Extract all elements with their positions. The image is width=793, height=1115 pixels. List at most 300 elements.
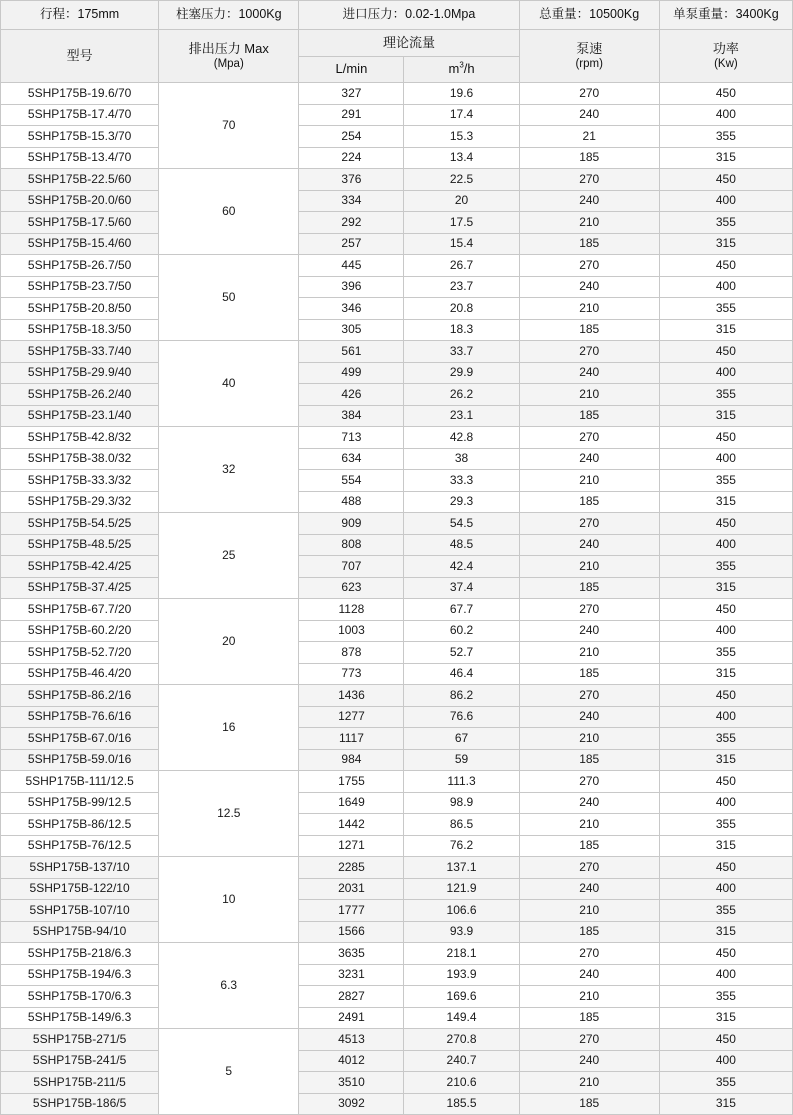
cell-flow-lmin: 3092: [299, 1093, 404, 1115]
cell-pump-speed: 210: [519, 642, 659, 664]
cell-pump-speed: 185: [519, 577, 659, 599]
table-row: [1, 83, 793, 105]
summary-stroke: 行程：175mm: [1, 1, 159, 30]
table-row: [1, 169, 793, 191]
cell-power: 450: [659, 83, 792, 105]
cell-pump-speed: 185: [519, 1093, 659, 1115]
cell-pump-speed: 210: [519, 556, 659, 578]
cell-power: 400: [659, 362, 792, 384]
summary-inlet-pressure: 进口压力：0.02-1.0Mpa: [299, 1, 519, 30]
cell-flow-lmin: 707: [299, 556, 404, 578]
cell-power: 400: [659, 620, 792, 642]
cell-model: 5SHP175B-67.0/16: [1, 728, 159, 750]
cell-pump-speed: 210: [519, 298, 659, 320]
cell-model: 5SHP175B-15.3/70: [1, 126, 159, 148]
cell-model: 5SHP175B-86.2/16: [1, 685, 159, 707]
cell-flow-lmin: 2285: [299, 857, 404, 879]
table-row: [1, 814, 793, 836]
table-row: [1, 771, 793, 793]
cell-model: 5SHP175B-86/12.5: [1, 814, 159, 836]
cell-discharge-pressure: 60: [159, 169, 299, 255]
cell-flow-m3h: 19.6: [404, 83, 519, 105]
cell-power: 355: [659, 986, 792, 1008]
cell-power: 450: [659, 599, 792, 621]
cell-model: 5SHP175B-186/5: [1, 1093, 159, 1115]
cell-power: 450: [659, 1029, 792, 1051]
cell-flow-m3h: 48.5: [404, 534, 519, 556]
table-row: [1, 1072, 793, 1094]
cell-flow-lmin: 4012: [299, 1050, 404, 1072]
table-row: [1, 470, 793, 492]
cell-flow-m3h: 54.5: [404, 513, 519, 535]
cell-pump-speed: 185: [519, 1007, 659, 1029]
header-discharge-pressure-main: 排出压力 Max: [188, 40, 269, 56]
cell-pump-speed: 270: [519, 599, 659, 621]
cell-model: 5SHP175B-23.7/50: [1, 276, 159, 298]
cell-pump-speed: 270: [519, 685, 659, 707]
header-flow-lmin: L/min: [299, 56, 404, 83]
table-row: [1, 212, 793, 234]
cell-discharge-pressure: 70: [159, 83, 299, 169]
cell-discharge-pressure: 40: [159, 341, 299, 427]
cell-pump-speed: 210: [519, 1072, 659, 1094]
cell-model: 5SHP175B-17.5/60: [1, 212, 159, 234]
cell-flow-lmin: 291: [299, 104, 404, 126]
cell-flow-m3h: 106.6: [404, 900, 519, 922]
cell-flow-m3h: 46.4: [404, 663, 519, 685]
cell-model: 5SHP175B-122/10: [1, 878, 159, 900]
cell-flow-lmin: 1003: [299, 620, 404, 642]
cell-flow-lmin: 384: [299, 405, 404, 427]
table-row: [1, 706, 793, 728]
cell-pump-speed: 185: [519, 663, 659, 685]
header-power-main: 功率: [712, 40, 739, 56]
table-row: [1, 427, 793, 449]
summary-plunger-pressure: 柱塞压力：1000Kg: [159, 1, 299, 30]
cell-flow-m3h: 20.8: [404, 298, 519, 320]
cell-model: 5SHP175B-211/5: [1, 1072, 159, 1094]
cell-model: 5SHP175B-67.7/20: [1, 599, 159, 621]
cell-flow-lmin: 623: [299, 577, 404, 599]
cell-model: 5SHP175B-17.4/70: [1, 104, 159, 126]
cell-power: 315: [659, 749, 792, 771]
cell-pump-speed: 270: [519, 427, 659, 449]
cell-pump-speed: 210: [519, 728, 659, 750]
cell-pump-speed: 210: [519, 814, 659, 836]
cell-power: 315: [659, 577, 792, 599]
header-pump-speed-unit: (rpm): [575, 57, 603, 70]
summary-row: [1, 1, 793, 30]
cell-pump-speed: 185: [519, 319, 659, 341]
cell-pump-speed: 240: [519, 534, 659, 556]
cell-flow-lmin: 808: [299, 534, 404, 556]
cell-flow-lmin: 445: [299, 255, 404, 277]
table-row: [1, 491, 793, 513]
cell-power: 355: [659, 728, 792, 750]
cell-model: 5SHP175B-22.5/60: [1, 169, 159, 191]
cell-flow-lmin: 2491: [299, 1007, 404, 1029]
cell-power: 315: [659, 1093, 792, 1115]
header-flow-m3h-label: $m^3/h$: [448, 60, 475, 77]
header-power-unit: (Kw): [714, 57, 738, 70]
cell-pump-speed: 240: [519, 792, 659, 814]
table-row: [1, 233, 793, 255]
cell-flow-lmin: 2031: [299, 878, 404, 900]
cell-power: 315: [659, 147, 792, 169]
cell-power: 400: [659, 276, 792, 298]
table-row: [1, 556, 793, 578]
table-row: [1, 405, 793, 427]
cell-power: 400: [659, 190, 792, 212]
cell-pump-speed: 240: [519, 104, 659, 126]
cell-model: 5SHP175B-19.6/70: [1, 83, 159, 105]
cell-power: 400: [659, 792, 792, 814]
cell-model: 5SHP175B-38.0/32: [1, 448, 159, 470]
cell-model: 5SHP175B-170/6.3: [1, 986, 159, 1008]
cell-flow-m3h: 185.5: [404, 1093, 519, 1115]
cell-flow-lmin: 2827: [299, 986, 404, 1008]
cell-flow-m3h: 13.4: [404, 147, 519, 169]
cell-pump-speed: 270: [519, 341, 659, 363]
table-row: [1, 1050, 793, 1072]
table-row: [1, 577, 793, 599]
table-row: [1, 298, 793, 320]
table-row: [1, 835, 793, 857]
cell-pump-speed: 210: [519, 384, 659, 406]
cell-model: 5SHP175B-13.4/70: [1, 147, 159, 169]
cell-discharge-pressure: 10: [159, 857, 299, 943]
cell-flow-m3h: 33.3: [404, 470, 519, 492]
cell-pump-speed: 240: [519, 362, 659, 384]
cell-flow-lmin: 984: [299, 749, 404, 771]
cell-power: 315: [659, 491, 792, 513]
cell-model: 5SHP175B-111/12.5: [1, 771, 159, 793]
cell-flow-m3h: 193.9: [404, 964, 519, 986]
cell-power: 355: [659, 126, 792, 148]
table-row: [1, 319, 793, 341]
cell-flow-lmin: 773: [299, 663, 404, 685]
cell-flow-m3h: 23.7: [404, 276, 519, 298]
cell-pump-speed: 185: [519, 233, 659, 255]
cell-power: 315: [659, 233, 792, 255]
cell-pump-speed: 270: [519, 771, 659, 793]
header-row-top: [1, 30, 793, 57]
table-row: [1, 921, 793, 943]
cell-flow-lmin: 1442: [299, 814, 404, 836]
cell-flow-lmin: 909: [299, 513, 404, 535]
cell-flow-lmin: 346: [299, 298, 404, 320]
cell-pump-speed: 210: [519, 986, 659, 1008]
cell-flow-lmin: 292: [299, 212, 404, 234]
table-row: [1, 964, 793, 986]
cell-power: 400: [659, 964, 792, 986]
table-row: [1, 126, 793, 148]
cell-pump-speed: 185: [519, 405, 659, 427]
table-row: [1, 1029, 793, 1051]
cell-model: 5SHP175B-99/12.5: [1, 792, 159, 814]
cell-flow-m3h: 76.6: [404, 706, 519, 728]
table-row: [1, 104, 793, 126]
table-row: [1, 900, 793, 922]
cell-power: 315: [659, 663, 792, 685]
cell-pump-speed: 185: [519, 749, 659, 771]
cell-flow-m3h: 93.9: [404, 921, 519, 943]
table-row: [1, 943, 793, 965]
cell-flow-m3h: 76.2: [404, 835, 519, 857]
cell-model: 5SHP175B-94/10: [1, 921, 159, 943]
cell-flow-m3h: 42.4: [404, 556, 519, 578]
cell-power: 400: [659, 1050, 792, 1072]
cell-pump-speed: 185: [519, 835, 659, 857]
cell-power: 355: [659, 642, 792, 664]
cell-flow-m3h: 149.4: [404, 1007, 519, 1029]
header-theoretical-flow: 理论流量: [299, 30, 519, 57]
cell-flow-lmin: 327: [299, 83, 404, 105]
cell-model: 5SHP175B-271/5: [1, 1029, 159, 1051]
cell-flow-m3h: 240.7: [404, 1050, 519, 1072]
cell-flow-lmin: 713: [299, 427, 404, 449]
header-power: [659, 30, 792, 83]
cell-flow-lmin: 257: [299, 233, 404, 255]
header-model: 型号: [1, 30, 159, 83]
header-flow-m3h: [404, 56, 519, 83]
cell-flow-m3h: 17.5: [404, 212, 519, 234]
cell-model: 5SHP175B-26.7/50: [1, 255, 159, 277]
cell-model: 5SHP175B-18.3/50: [1, 319, 159, 341]
cell-power: 315: [659, 835, 792, 857]
cell-flow-m3h: 67.7: [404, 599, 519, 621]
cell-flow-lmin: 376: [299, 169, 404, 191]
cell-flow-lmin: 426: [299, 384, 404, 406]
cell-power: 355: [659, 470, 792, 492]
cell-power: 400: [659, 448, 792, 470]
cell-flow-lmin: 1436: [299, 685, 404, 707]
cell-pump-speed: 240: [519, 878, 659, 900]
cell-model: 5SHP175B-42.8/32: [1, 427, 159, 449]
table-row: [1, 1093, 793, 1115]
cell-flow-m3h: 26.7: [404, 255, 519, 277]
table-row: [1, 599, 793, 621]
table-row: [1, 857, 793, 879]
cell-flow-m3h: 33.7: [404, 341, 519, 363]
cell-pump-speed: 240: [519, 964, 659, 986]
header-discharge-pressure-unit: (Mpa): [213, 57, 244, 70]
cell-power: 315: [659, 921, 792, 943]
cell-flow-m3h: 37.4: [404, 577, 519, 599]
cell-flow-lmin: 305: [299, 319, 404, 341]
cell-model: 5SHP175B-37.4/25: [1, 577, 159, 599]
cell-pump-speed: 240: [519, 1050, 659, 1072]
cell-flow-m3h: 42.8: [404, 427, 519, 449]
cell-flow-lmin: 1755: [299, 771, 404, 793]
table-row: [1, 341, 793, 363]
table-row: [1, 663, 793, 685]
cell-flow-lmin: 334: [299, 190, 404, 212]
table-row: [1, 792, 793, 814]
cell-flow-lmin: 634: [299, 448, 404, 470]
cell-flow-lmin: 561: [299, 341, 404, 363]
cell-power: 355: [659, 900, 792, 922]
cell-power: 450: [659, 513, 792, 535]
cell-model: 5SHP175B-20.8/50: [1, 298, 159, 320]
cell-pump-speed: 270: [519, 169, 659, 191]
cell-power: 355: [659, 814, 792, 836]
cell-flow-lmin: 554: [299, 470, 404, 492]
cell-flow-lmin: 4513: [299, 1029, 404, 1051]
cell-power: 315: [659, 319, 792, 341]
cell-power: 355: [659, 556, 792, 578]
summary-single-pump-weight: 单泵重量：3400Kg: [659, 1, 792, 30]
cell-model: 5SHP175B-33.7/40: [1, 341, 159, 363]
table-row: [1, 685, 793, 707]
summary-total-weight: 总重量：10500Kg: [519, 1, 659, 30]
cell-flow-m3h: 98.9: [404, 792, 519, 814]
cell-power: 450: [659, 169, 792, 191]
table-row: [1, 749, 793, 771]
cell-flow-m3h: 26.2: [404, 384, 519, 406]
cell-pump-speed: 240: [519, 190, 659, 212]
cell-pump-speed: 240: [519, 448, 659, 470]
cell-flow-m3h: 23.1: [404, 405, 519, 427]
cell-flow-m3h: 29.9: [404, 362, 519, 384]
cell-power: 355: [659, 212, 792, 234]
cell-model: 5SHP175B-241/5: [1, 1050, 159, 1072]
table-row: [1, 255, 793, 277]
cell-flow-lmin: 3510: [299, 1072, 404, 1094]
cell-flow-lmin: 1128: [299, 599, 404, 621]
header-discharge-pressure: [159, 30, 299, 83]
cell-flow-lmin: 1649: [299, 792, 404, 814]
cell-flow-lmin: 396: [299, 276, 404, 298]
table-row: [1, 276, 793, 298]
cell-flow-lmin: 1277: [299, 706, 404, 728]
cell-flow-lmin: 3635: [299, 943, 404, 965]
cell-discharge-pressure: 32: [159, 427, 299, 513]
cell-pump-speed: 210: [519, 470, 659, 492]
cell-discharge-pressure: 16: [159, 685, 299, 771]
cell-discharge-pressure: 50: [159, 255, 299, 341]
cell-model: 5SHP175B-20.0/60: [1, 190, 159, 212]
cell-model: 5SHP175B-59.0/16: [1, 749, 159, 771]
table-row: [1, 620, 793, 642]
cell-flow-m3h: 86.5: [404, 814, 519, 836]
cell-power: 450: [659, 427, 792, 449]
cell-discharge-pressure: 5: [159, 1029, 299, 1115]
cell-pump-speed: 240: [519, 276, 659, 298]
cell-power: 315: [659, 405, 792, 427]
cell-pump-speed: 270: [519, 83, 659, 105]
cell-pump-speed: 21: [519, 126, 659, 148]
cell-flow-lmin: 3231: [299, 964, 404, 986]
cell-flow-m3h: 121.9: [404, 878, 519, 900]
cell-flow-lmin: 254: [299, 126, 404, 148]
cell-flow-m3h: 15.4: [404, 233, 519, 255]
cell-pump-speed: 210: [519, 900, 659, 922]
cell-model: 5SHP175B-54.5/25: [1, 513, 159, 535]
cell-flow-m3h: 111.3: [404, 771, 519, 793]
cell-flow-m3h: 210.6: [404, 1072, 519, 1094]
cell-flow-lmin: 224: [299, 147, 404, 169]
table-row: [1, 362, 793, 384]
table-row: [1, 642, 793, 664]
cell-flow-lmin: 1271: [299, 835, 404, 857]
cell-flow-m3h: 59: [404, 749, 519, 771]
cell-model: 5SHP175B-26.2/40: [1, 384, 159, 406]
cell-flow-lmin: 878: [299, 642, 404, 664]
cell-discharge-pressure: 20: [159, 599, 299, 685]
cell-flow-m3h: 52.7: [404, 642, 519, 664]
cell-flow-m3h: 38: [404, 448, 519, 470]
cell-model: 5SHP175B-29.3/32: [1, 491, 159, 513]
cell-pump-speed: 185: [519, 147, 659, 169]
cell-power: 315: [659, 1007, 792, 1029]
table-row: [1, 448, 793, 470]
table-row: [1, 986, 793, 1008]
cell-discharge-pressure: 25: [159, 513, 299, 599]
cell-pump-speed: 270: [519, 513, 659, 535]
cell-flow-m3h: 20: [404, 190, 519, 212]
cell-model: 5SHP175B-52.7/20: [1, 642, 159, 664]
cell-model: 5SHP175B-46.4/20: [1, 663, 159, 685]
cell-pump-speed: 240: [519, 620, 659, 642]
cell-discharge-pressure: 12.5: [159, 771, 299, 857]
cell-power: 450: [659, 255, 792, 277]
cell-power: 400: [659, 104, 792, 126]
cell-flow-lmin: 1117: [299, 728, 404, 750]
cell-flow-m3h: 18.3: [404, 319, 519, 341]
table-row: [1, 384, 793, 406]
cell-flow-m3h: 22.5: [404, 169, 519, 191]
cell-flow-lmin: 1777: [299, 900, 404, 922]
cell-model: 5SHP175B-42.4/25: [1, 556, 159, 578]
cell-model: 5SHP175B-60.2/20: [1, 620, 159, 642]
cell-flow-m3h: 17.4: [404, 104, 519, 126]
cell-discharge-pressure: 6.3: [159, 943, 299, 1029]
cell-pump-speed: 270: [519, 1029, 659, 1051]
table-row: [1, 513, 793, 535]
table-row: [1, 190, 793, 212]
table-row: [1, 147, 793, 169]
cell-model: 5SHP175B-29.9/40: [1, 362, 159, 384]
cell-flow-m3h: 60.2: [404, 620, 519, 642]
cell-pump-speed: 185: [519, 921, 659, 943]
cell-model: 5SHP175B-218/6.3: [1, 943, 159, 965]
cell-model: 5SHP175B-137/10: [1, 857, 159, 879]
header-pump-speed: [519, 30, 659, 83]
cell-model: 5SHP175B-107/10: [1, 900, 159, 922]
cell-power: 400: [659, 878, 792, 900]
cell-pump-speed: 210: [519, 212, 659, 234]
table-row: [1, 878, 793, 900]
cell-flow-m3h: 29.3: [404, 491, 519, 513]
table-row: [1, 728, 793, 750]
cell-power: 355: [659, 384, 792, 406]
cell-model: 5SHP175B-23.1/40: [1, 405, 159, 427]
cell-flow-m3h: 137.1: [404, 857, 519, 879]
cell-flow-lmin: 1566: [299, 921, 404, 943]
cell-pump-speed: 270: [519, 943, 659, 965]
cell-flow-m3h: 15.3: [404, 126, 519, 148]
cell-power: 400: [659, 706, 792, 728]
cell-pump-speed: 270: [519, 857, 659, 879]
cell-power: 450: [659, 771, 792, 793]
cell-flow-lmin: 499: [299, 362, 404, 384]
table-row: [1, 1007, 793, 1029]
cell-model: 5SHP175B-15.4/60: [1, 233, 159, 255]
cell-flow-m3h: 67: [404, 728, 519, 750]
cell-power: 450: [659, 685, 792, 707]
cell-model: 5SHP175B-48.5/25: [1, 534, 159, 556]
